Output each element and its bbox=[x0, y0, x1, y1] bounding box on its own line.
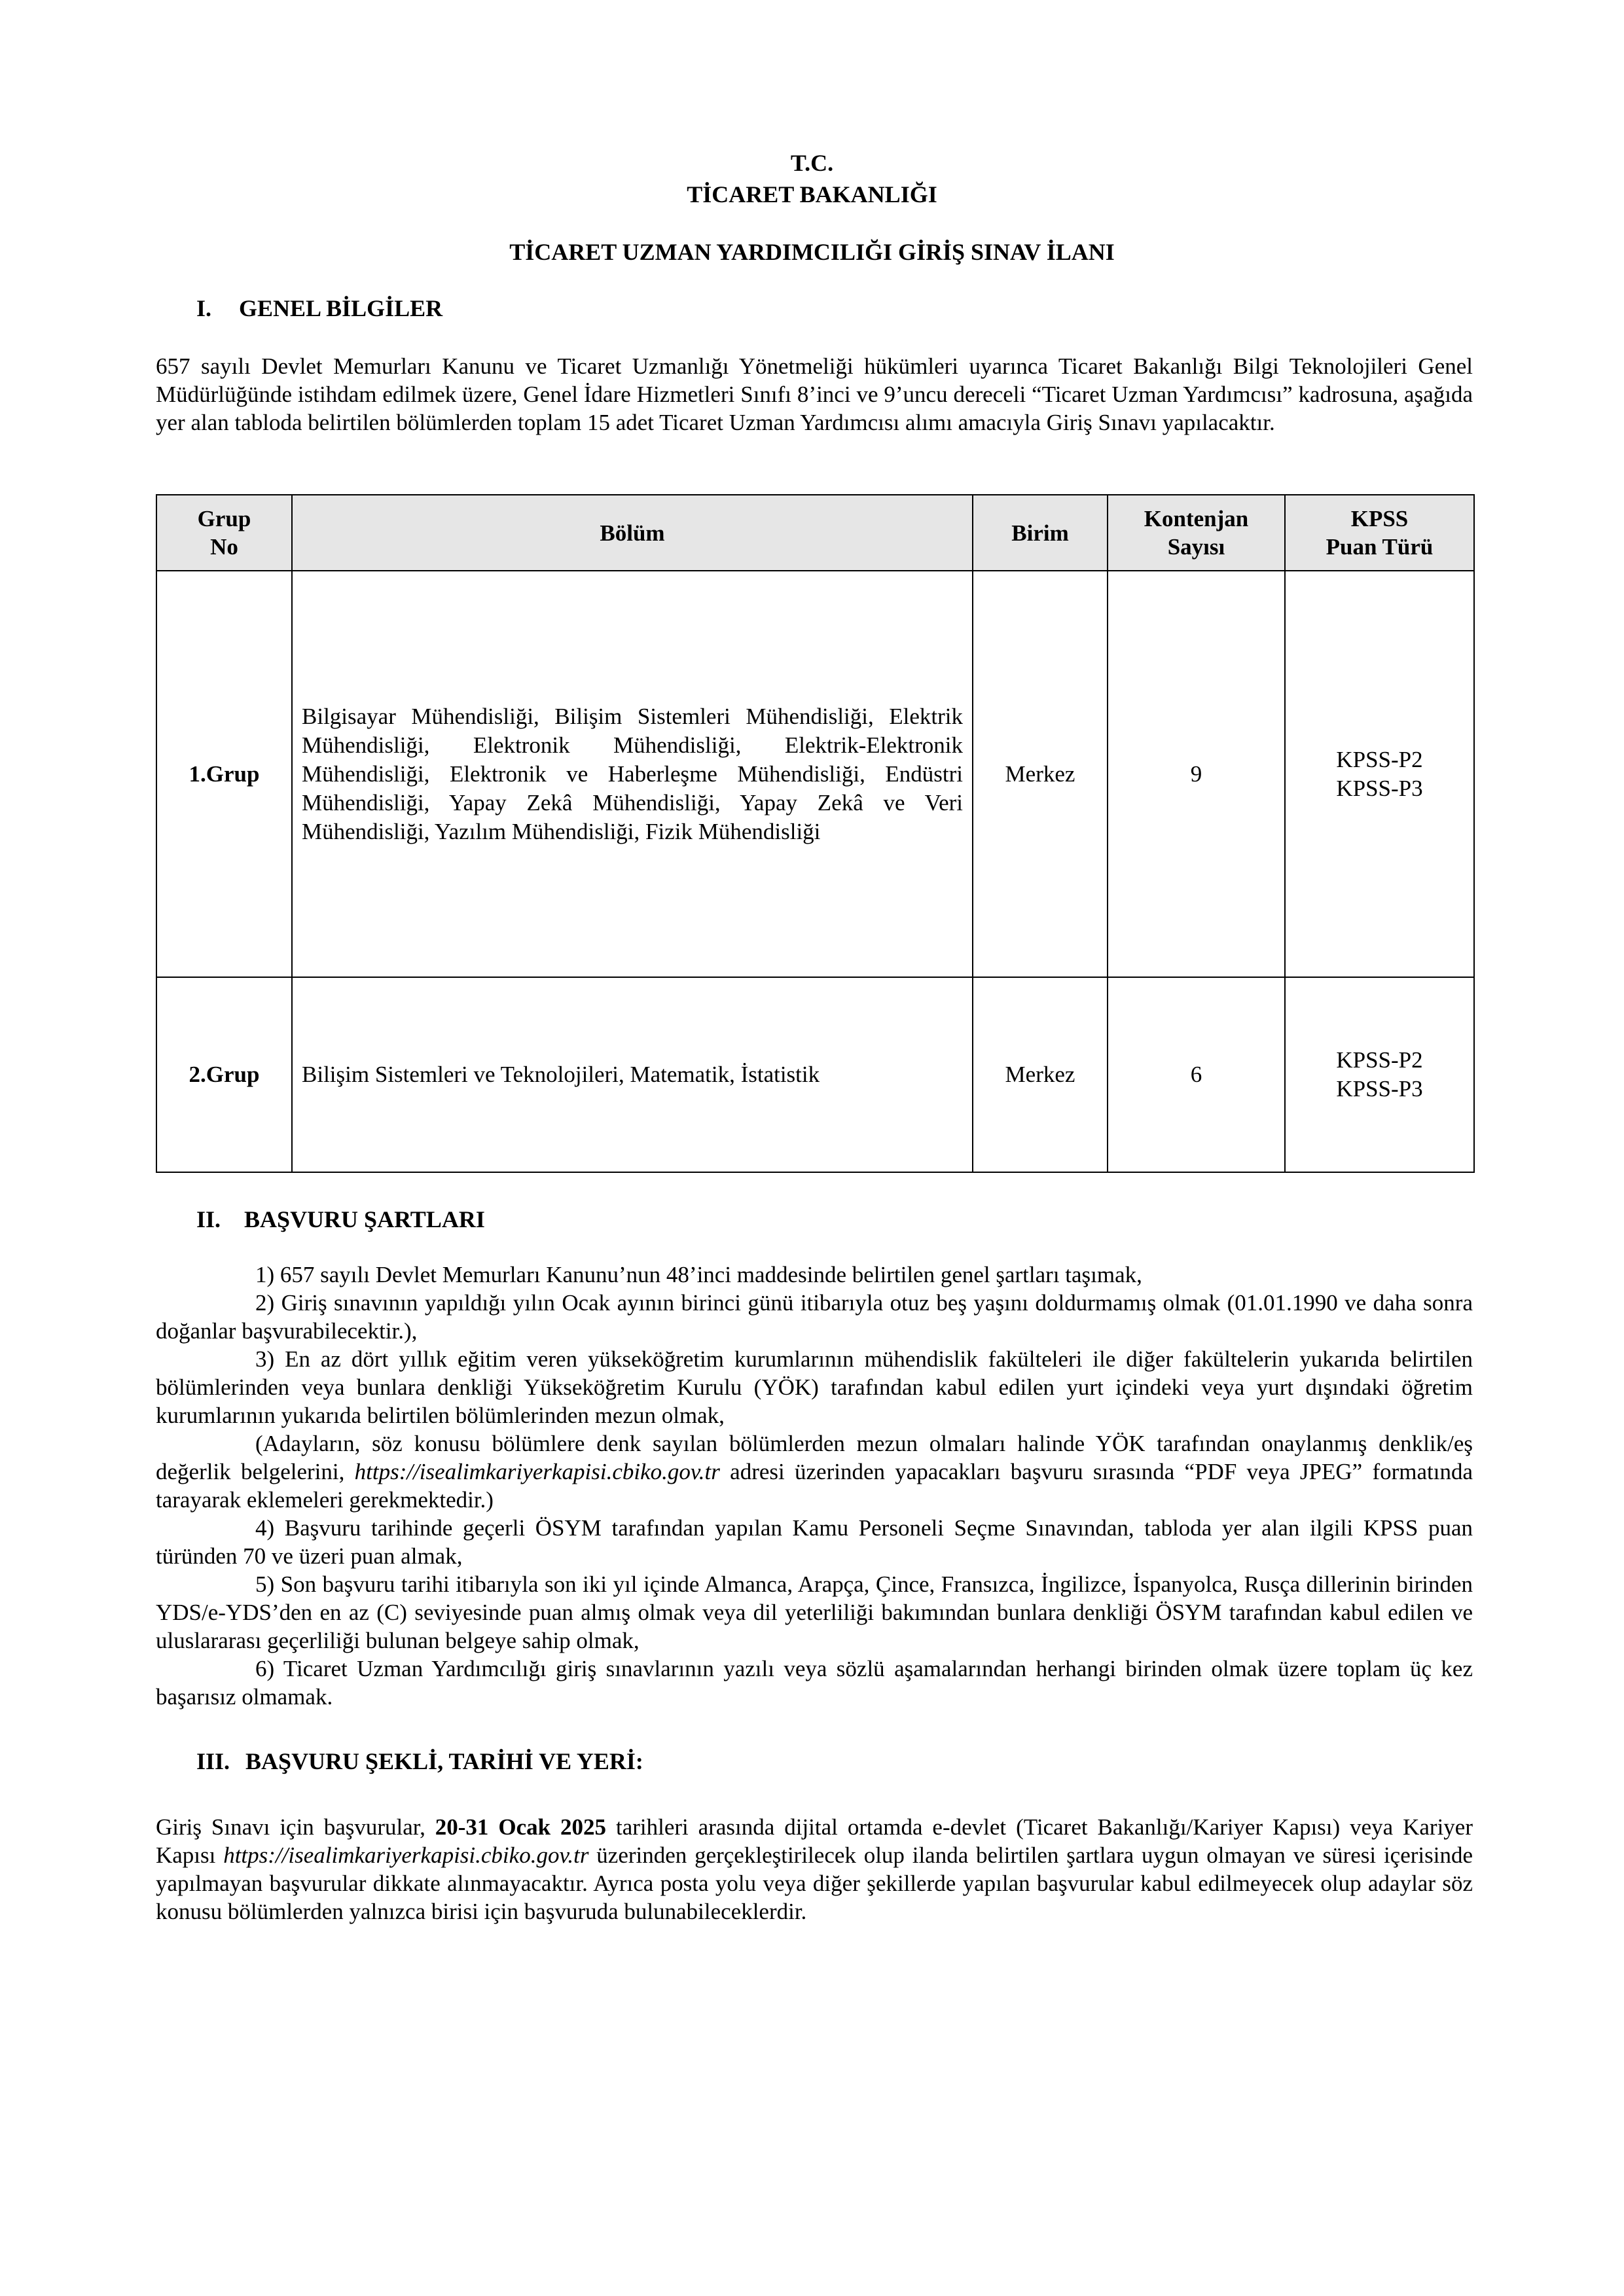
cell-grup: 1.Grup bbox=[156, 571, 292, 977]
requirement-item: 4) Başvuru tarihinde geçerli ÖSYM tarafından yapılan Kamu Personeli Seçme Sınavından, tabloda yer alan ilgili KPSS puan türünden 70 ve üzeri puan almak, bbox=[156, 1515, 1473, 1569]
header-ministry: TİCARET BAKANLIĞI bbox=[687, 181, 937, 207]
requirement-item: 5) Son başvuru tarihi itibarıyla son iki yıl içinde Almanca, Arapça, Çince, Fransızca, İngilizce, İspanyolca, Rusça dillerinin birinden YDS/e-YDS’den en az (C) seviyesinde puan almış olmak veya dil yeterliliği bakımından bunlara denkliği ÖSYM tarafından kabul edilen ve uluslararası geçerliliği bulunan belgeye sahip olmak, bbox=[156, 1571, 1473, 1653]
quota-table bbox=[156, 494, 1475, 1173]
table-row bbox=[156, 977, 1474, 1172]
cell-bolum: Bilgisayar Mühendisliği, Bilişim Sistemleri Mühendisliği, Elektrik Mühendisliği, Elektronik Mühendisliği, Elektrik-Elektronik Mühendisliği, Elektronik ve Haberleşme Mühendisliği, Endüstri Mühendisliği, Yapay Zekâ Mühendisliği, Yapay Zekâ ve Veri Mühendisliği, Yazılım Mühendisliği, Fizik Mühendisliği bbox=[292, 571, 973, 977]
requirements-list bbox=[156, 1261, 1473, 1711]
section1-intro: 657 sayılı Devlet Memurları Kanunu ve Ticaret Uzmanlığı Yönetmeliği hükümleri uyarınca Ticaret Bakanlığı Bilgi Teknolojileri Genel Müdürlüğünde istihdam edilmek üzere, Genel İdare Hizmetleri Sınıfı 8’inci ve 9’uncu dereceli “Ticaret Uzman Yardımcısı” kadrosuna, aşağıda yer alan tabloda belirtilen bölümlerden toplam 15 adet Ticaret Uzman Yardımcısı alımı amacıyla Giriş Sınavı yapılacaktır. bbox=[156, 353, 1473, 435]
section2-heading bbox=[196, 1206, 485, 1233]
section2-number: II. bbox=[196, 1206, 221, 1232]
requirement-note: (Adayların, söz konusu bölümlere denk sayılan bölümlerden mezun olmaları halinde YÖK tarafından onaylanmış denklik/eş değerlik belgelerini, https://isealimkariyerkapisi.cbiko.gov.tr adresi üzerinden yapacakları başvuru sırasında “PDF veya JPEG” formatında tarayarak eklemeleri gerekmektedir.) bbox=[156, 1431, 1473, 1513]
section3-title: BAŞVURU ŞEKLİ, TARİHİ VE YERİ: bbox=[245, 1748, 643, 1774]
requirement-item: 1) 657 sayılı Devlet Memurları Kanunu’nun 48’inci maddesinde belirtilen genel şartları taşımak, bbox=[255, 1262, 1142, 1287]
cell-bolum: Bilişim Sistemleri ve Teknolojileri, Matematik, İstatistik bbox=[292, 977, 973, 1172]
table-row bbox=[156, 571, 1474, 977]
col-header-bolum: Bölüm bbox=[292, 495, 973, 571]
section2-title: BAŞVURU ŞARTLARI bbox=[244, 1206, 485, 1232]
section3-number: III. bbox=[196, 1748, 230, 1774]
section1-heading bbox=[196, 295, 442, 322]
header-tc: T.C. bbox=[790, 150, 834, 176]
cell-kontenjan: 6 bbox=[1108, 977, 1285, 1172]
cell-kontenjan: 9 bbox=[1108, 571, 1285, 977]
requirement-item: 2) Giriş sınavının yapıldığı yılın Ocak ayının birinci günü itibarıyla otuz beş yaşını doldurmamış olmak (01.01.1990 ve daha sonra doğanlar başvurabilecektir.), bbox=[156, 1290, 1473, 1344]
cell-birim: Merkez bbox=[973, 571, 1108, 977]
col-header-kontenjan: Kontenjan Sayısı bbox=[1108, 495, 1285, 571]
section3-heading bbox=[196, 1748, 643, 1775]
col-header-birim: Birim bbox=[973, 495, 1108, 571]
application-paragraph: Giriş Sınavı için başvurular, 20-31 Ocak 2025 tarihleri arasında dijital ortamda e-devlet (Ticaret Bakanlığı/Kariyer Kapısı) veya Kariyer Kapısı https://isealimkariyerkapisi.cbiko.gov.tr üzerinden gerçekleştirilecek olup ilanda belirtilen şartlara uygun olmayan ve süresi içerisinde yapılmayan başvurular dikkate alınmayacaktır. Ayrıca posta yolu veya diğer şekillerde yapılan başvurular kabul edilmeyecek olup adaylar söz konusu bölümlerden yalnızca birisi için başvuruda bulunabileceklerdir. bbox=[156, 1814, 1473, 1924]
table-header-row bbox=[156, 495, 1474, 571]
section1-number: I. bbox=[196, 295, 212, 321]
application-link[interactable]: https://isealimkariyerkapisi.cbiko.gov.tr bbox=[354, 1459, 720, 1484]
col-header-grup: Grup No bbox=[156, 495, 292, 571]
requirement-item: 6) Ticaret Uzman Yardımcılığı giriş sınavlarının yazılı veya sözlü aşamalarından herhangi birinden olmak üzere toplam üç kez başarısız olmamak. bbox=[156, 1656, 1473, 1710]
page-title: TİCARET UZMAN YARDIMCILIĞI GİRİŞ SINAV İLANI bbox=[509, 239, 1115, 265]
application-dates: 20-31 Ocak 2025 bbox=[435, 1814, 607, 1840]
section1-title: GENEL BİLGİLER bbox=[239, 295, 443, 321]
cell-kpss: KPSS-P2 KPSS-P3 bbox=[1285, 977, 1474, 1172]
application-link[interactable]: https://isealimkariyerkapisi.cbiko.gov.tr bbox=[223, 1842, 589, 1868]
cell-kpss: KPSS-P2 KPSS-P3 bbox=[1285, 571, 1474, 977]
cell-grup: 2.Grup bbox=[156, 977, 292, 1172]
cell-birim: Merkez bbox=[973, 977, 1108, 1172]
col-header-kpss: KPSS Puan Türü bbox=[1285, 495, 1474, 571]
requirement-item: 3) En az dört yıllık eğitim veren yükseköğretim kurumlarının mühendislik fakülteleri ile diğer fakültelerin yukarıda belirtilen bölümlerinden veya bunlara denkliği Yükseköğretim Kurulu (YÖK) tarafından kabul edilen yurt içindeki veya yurt dışındaki öğretim kurumlarının yukarıda belirtilen bölümlerinden mezun olmak, bbox=[156, 1346, 1473, 1428]
